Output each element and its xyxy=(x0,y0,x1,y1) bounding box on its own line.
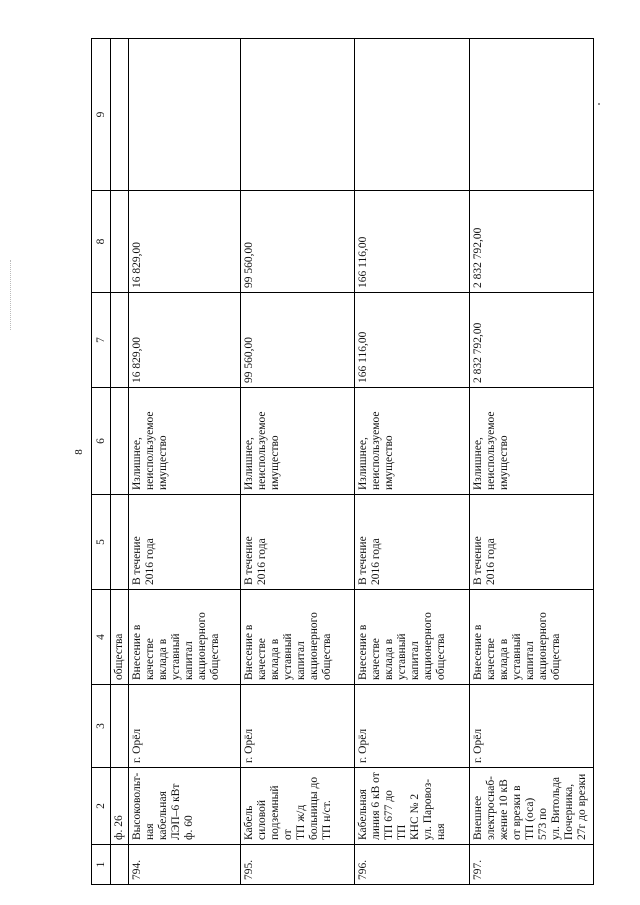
continuation-cell xyxy=(111,39,129,191)
privatization-reason: Излишнее, неиспользуемое имущество xyxy=(129,388,241,495)
value-col8: 16 829,00 xyxy=(129,191,241,293)
property-location: г. Орёл xyxy=(129,685,241,768)
continuation-cell xyxy=(111,685,129,768)
privatization-term: В течение 2016 года xyxy=(470,495,594,590)
property-name: Кабельная линия 6 кВ от ТП 677 до ТП КНС № 2 ул. Паровоз- ная xyxy=(355,768,470,845)
column-number: 1 xyxy=(92,845,111,885)
privatization-term: В течение 2016 года xyxy=(241,495,355,590)
property-location: г. Орёл xyxy=(355,685,470,768)
privatization-reason: Излишнее, неиспользуемое имущество xyxy=(470,388,594,495)
column-number-row xyxy=(92,39,111,885)
property-table xyxy=(91,38,594,885)
privatization-reason: Излишнее, неиспользуемое имущество xyxy=(241,388,355,495)
privatization-method: Внесение в качестве вклада в уставный капитал акционерного общества xyxy=(129,590,241,685)
scan-speck xyxy=(598,103,600,105)
table-row xyxy=(470,39,594,885)
value-col9 xyxy=(129,39,241,191)
privatization-term: В течение 2016 года xyxy=(355,495,470,590)
value-col7: 99 560,00 xyxy=(241,293,355,388)
continuation-cell: общества xyxy=(111,590,129,685)
column-number: 8 xyxy=(92,191,111,293)
privatization-method: Внесение в качестве вклада в уставный капитал акционерного общества xyxy=(355,590,470,685)
continuation-cell xyxy=(111,388,129,495)
privatization-method: Внесение в качестве вклада в уставный капитал акционерного общества xyxy=(241,590,355,685)
property-location: г. Орёл xyxy=(470,685,594,768)
continuation-row xyxy=(111,39,129,885)
value-col8: 2 832 792,00 xyxy=(470,191,594,293)
privatization-reason: Излишнее, неиспользуемое имущество xyxy=(355,388,470,495)
row-number: 796. xyxy=(355,845,470,885)
continuation-cell xyxy=(111,191,129,293)
privatization-term: В течение 2016 года xyxy=(129,495,241,590)
value-col8: 99 560,00 xyxy=(241,191,355,293)
column-number: 9 xyxy=(92,39,111,191)
column-number: 3 xyxy=(92,685,111,768)
column-number: 6 xyxy=(92,388,111,495)
value-col7: 2 832 792,00 xyxy=(470,293,594,388)
page-number: 8 xyxy=(73,449,85,455)
column-number: 5 xyxy=(92,495,111,590)
value-col8: 166 116,00 xyxy=(355,191,470,293)
property-name: Кабель силовой подземный от ТП ж/д больницы до ТП н/ст. xyxy=(241,768,355,845)
continuation-cell: ф. 26 xyxy=(111,768,129,845)
privatization-method: Внесение в качестве вклада в уставный капитал акционерного общества xyxy=(470,590,594,685)
row-number: 795. xyxy=(241,845,355,885)
column-number: 7 xyxy=(92,293,111,388)
value-col9 xyxy=(355,39,470,191)
property-location: г. Орёл xyxy=(241,685,355,768)
continuation-cell xyxy=(111,845,129,885)
scan-margin-marks xyxy=(10,260,13,330)
table-row xyxy=(129,39,241,885)
column-number: 4 xyxy=(92,590,111,685)
value-col7: 16 829,00 xyxy=(129,293,241,388)
table-row xyxy=(355,39,470,885)
property-name: Высоковольт- ная кабельная ЛЭП–6 кВт ф. 60 xyxy=(129,768,241,845)
rotated-table-wrapper xyxy=(91,38,594,885)
property-name: Внешнее электроснаб- жение 10 кВ от врезки в ТП (оса) 573 по ул. Витольда Почерника, 27г до врезки xyxy=(470,768,594,845)
table-row xyxy=(241,39,355,885)
row-number: 794. xyxy=(129,845,241,885)
continuation-cell xyxy=(111,495,129,590)
row-number: 797. xyxy=(470,845,594,885)
value-col9 xyxy=(470,39,594,191)
value-col7: 166 116,00 xyxy=(355,293,470,388)
continuation-cell xyxy=(111,293,129,388)
value-col9 xyxy=(241,39,355,191)
column-number: 2 xyxy=(92,768,111,845)
